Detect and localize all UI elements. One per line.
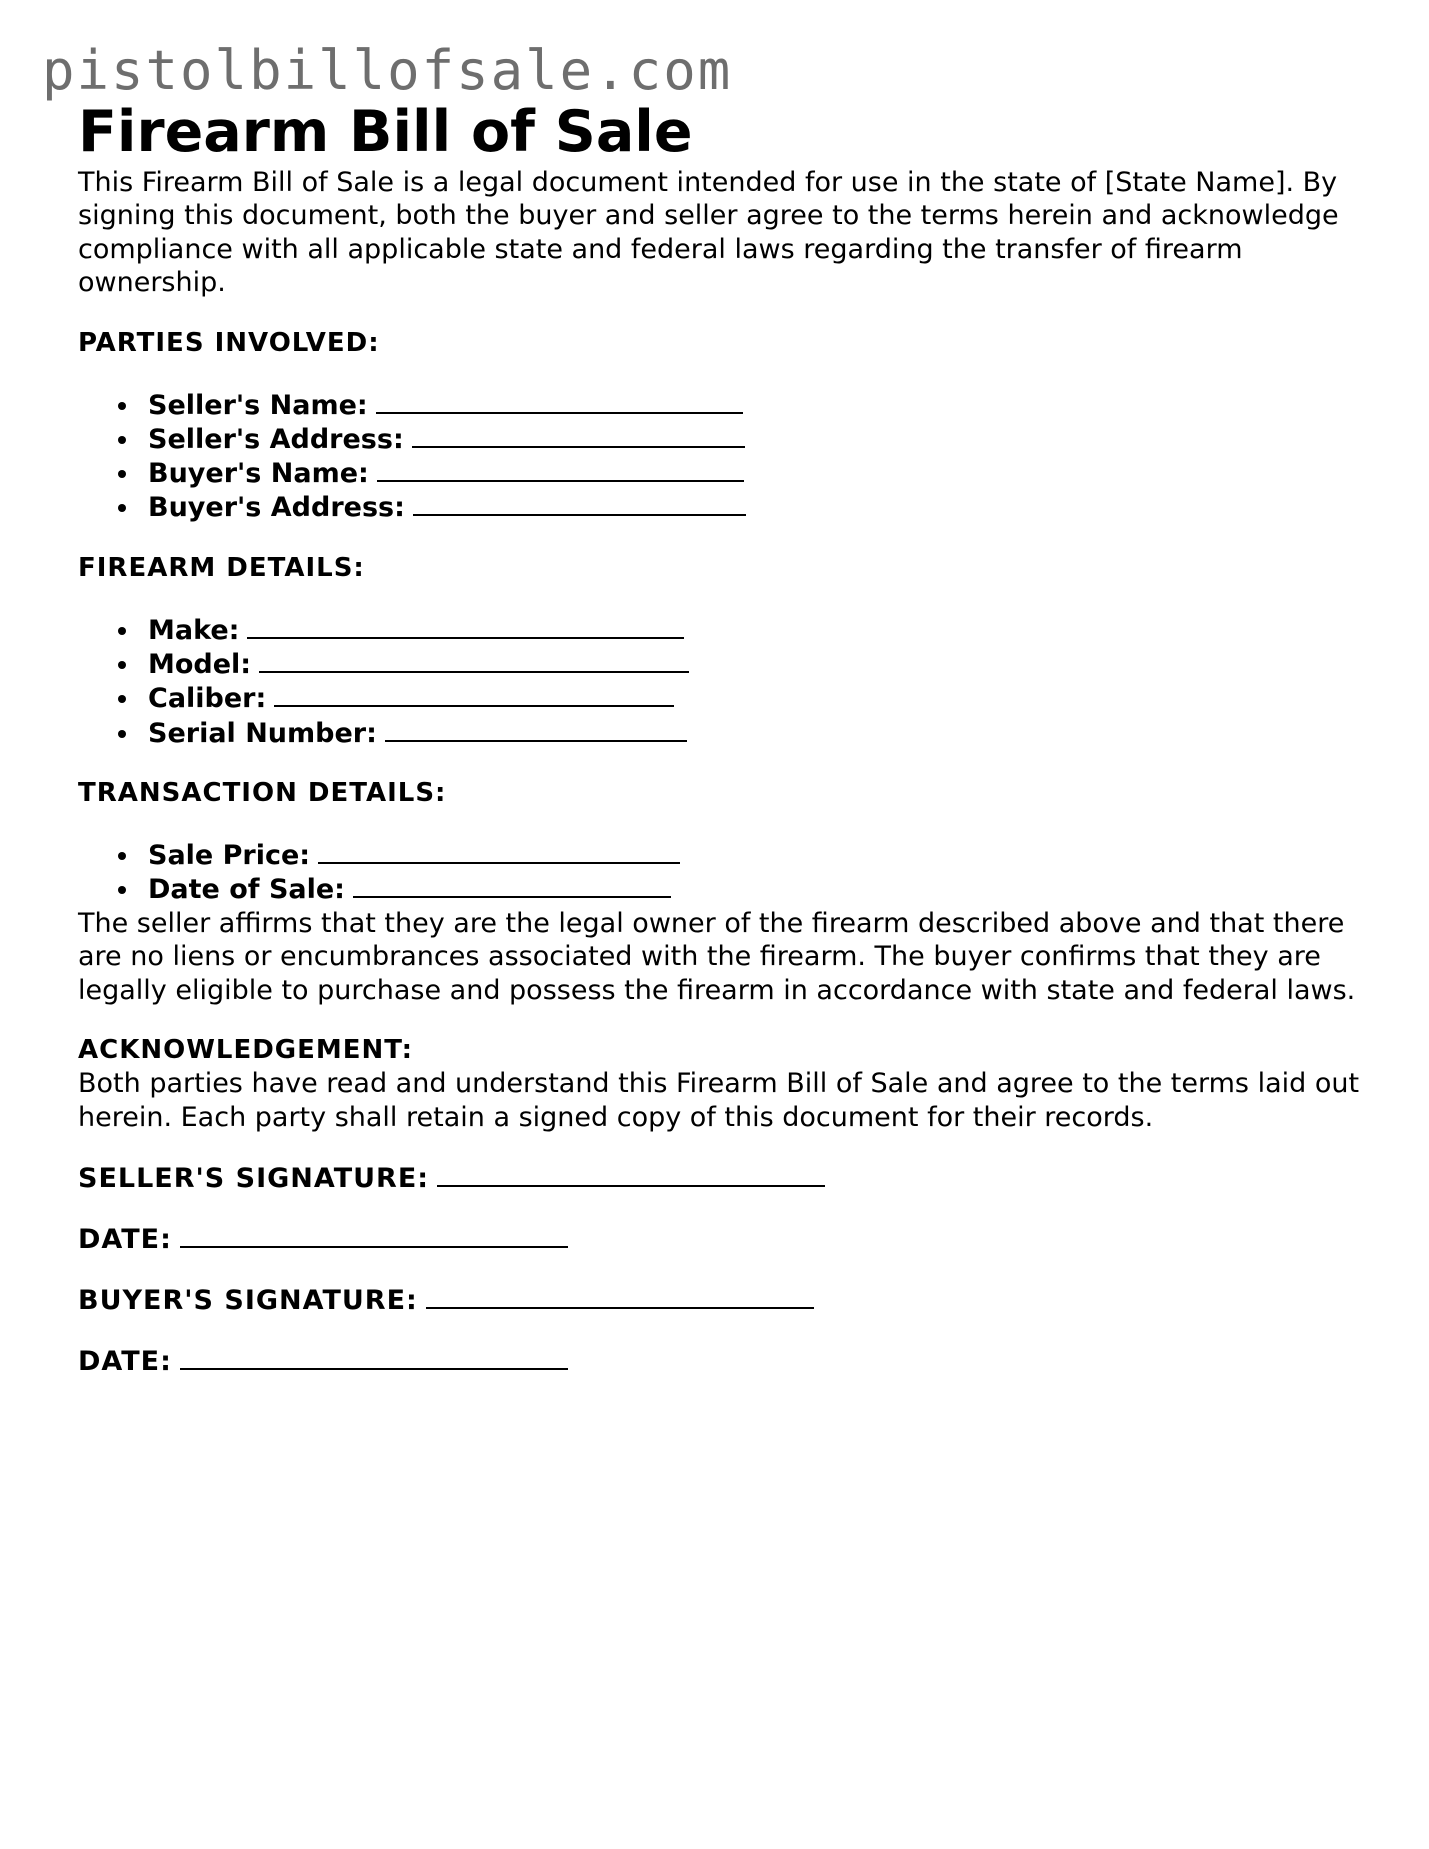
list-item: [148, 872, 1368, 906]
document-title: Firearm Bill of Sale: [78, 99, 693, 165]
field-label: Date of Sale:: [148, 874, 345, 906]
document-body: [78, 100, 1368, 1378]
caliber-line[interactable]: [274, 681, 674, 707]
date-of-sale-line[interactable]: [353, 872, 671, 898]
buyer-address-line[interactable]: [413, 490, 746, 516]
field-label: Seller's Address:: [148, 423, 404, 455]
signature-label: DATE:: [78, 1224, 172, 1256]
field-label: Seller's Name:: [148, 389, 368, 421]
field-label: Make:: [148, 614, 240, 646]
seller-address-line[interactable]: [412, 422, 745, 448]
affirmation-paragraph: The seller affirms that they are the legal owner of the firearm described above and that there are no liens or encumbrances associated with the firearm. The buyer confirms that they are legally eligible to purchase and possess the firearm in accordance with state and federal laws.: [78, 907, 1356, 1006]
make-line[interactable]: [247, 613, 684, 639]
sale-price-line[interactable]: [318, 838, 680, 864]
watermark-text: pistolbillofsale.com: [42, 39, 733, 102]
serial-number-line[interactable]: [385, 716, 687, 742]
seller-signature-row: [78, 1161, 1368, 1195]
list-item: [148, 490, 1368, 524]
seller-date-row: [78, 1222, 1368, 1256]
buyer-name-line[interactable]: [377, 456, 744, 482]
list-item: [148, 838, 1368, 872]
seller-name-line[interactable]: [376, 388, 743, 414]
list-item: [148, 422, 1368, 456]
transaction-heading: TRANSACTION DETAILS:: [78, 777, 447, 808]
buyer-date-line[interactable]: [180, 1344, 568, 1370]
signature-label: BUYER'S SIGNATURE:: [78, 1285, 418, 1317]
firearm-list: [78, 613, 1368, 750]
firearm-heading: FIREARM DETAILS:: [78, 552, 365, 583]
list-item: [148, 613, 1368, 647]
list-item: [148, 456, 1368, 490]
seller-date-line[interactable]: [180, 1222, 568, 1248]
buyer-signature-line[interactable]: [426, 1283, 814, 1309]
list-item: [148, 388, 1368, 422]
acknowledgement-heading: ACKNOWLEDGEMENT:: [78, 1035, 414, 1066]
parties-list: [78, 388, 1368, 525]
field-label: Buyer's Name:: [148, 458, 369, 490]
signature-label: SELLER'S SIGNATURE:: [78, 1163, 430, 1195]
intro-paragraph: This Firearm Bill of Sale is a legal document intended for use in the state of [State Name]. By signing this document, both the buyer and seller agree to the terms herein and acknowledge compliance with all applicable state and federal laws regarding the transfer of firearm ownership.: [78, 166, 1339, 299]
acknowledgement-paragraph: Both parties have read and understand this Firearm Bill of Sale and agree to the terms laid out herein. Each party shall retain a signed copy of this document for their records.: [78, 1068, 1360, 1133]
list-item: [148, 716, 1368, 750]
buyer-date-row: [78, 1344, 1368, 1378]
field-label: Sale Price:: [148, 839, 311, 871]
buyer-signature-row: [78, 1283, 1368, 1317]
parties-heading: PARTIES INVOLVED:: [78, 327, 380, 358]
field-label: Serial Number:: [148, 717, 377, 749]
field-label: Model:: [148, 649, 252, 681]
signature-label: DATE:: [78, 1346, 172, 1378]
model-line[interactable]: [259, 647, 689, 673]
transaction-list: [78, 838, 1368, 907]
seller-signature-line[interactable]: [437, 1161, 825, 1187]
list-item: [148, 647, 1368, 681]
list-item: [148, 681, 1368, 715]
field-label: Buyer's Address:: [148, 492, 405, 524]
field-label: Caliber:: [148, 683, 267, 715]
